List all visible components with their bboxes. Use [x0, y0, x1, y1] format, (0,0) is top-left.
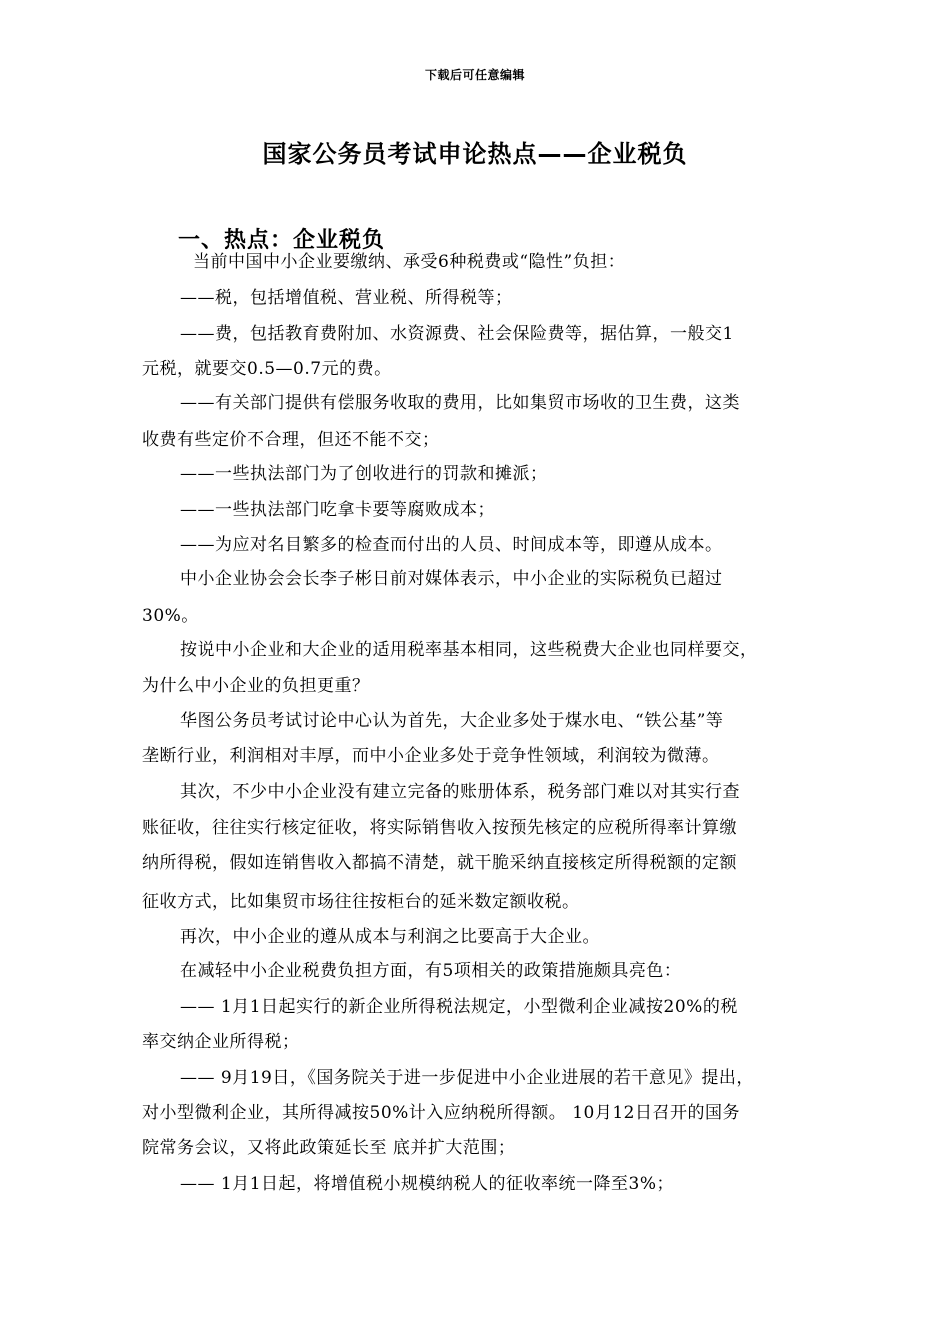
text-line: —— 9月19日，《国务院关于进一步促进中小企业进展的若干意见》提出，	[180, 1068, 754, 1088]
text-line: 再次，中小企业的遵从成本与利润之比要高于大企业。	[180, 927, 600, 947]
text-line: —— 1月1日起实行的新企业所得税法规定，小型微利企业减按20%的税	[180, 997, 738, 1017]
text-line: —— 1月1日起，将增值税小规模纳税人的征收率统一降至3%；	[180, 1174, 675, 1194]
text-line: 元税，就要交0.5—0.7元的费。	[142, 359, 392, 379]
text-line: 垄断行业，利润相对丰厚，而中小企业多处于竞争性领域，利润较为微薄。	[142, 746, 720, 766]
text-line: ——税，包括增值税、营业税、所得税等；	[180, 288, 513, 308]
text-line: 率交纳企业所得税；	[142, 1032, 300, 1052]
text-line: ——费，包括教育费附加、水资源费、社会保险费等，据估算，一般交1	[180, 324, 734, 344]
text-line: ——有关部门提供有偿服务收取的费用，比如集贸市场收的卫生费，这类	[180, 393, 740, 413]
text-line: 30%。	[142, 606, 199, 626]
text-line: 为什么中小企业的负担更重？	[142, 676, 370, 696]
text-line: ——一些执法部门为了创收进行的罚款和摊派；	[180, 464, 548, 484]
text-line: 中小企业协会会长李子彬日前对媒体表示，中小企业的实际税负已超过	[180, 569, 723, 589]
text-line: 对小型微利企业，其所得减按50%计入应纳税所得额。 10月12日召开的国务	[142, 1103, 740, 1123]
text-line: 征收方式，比如集贸市场往往按柜台的延米数定额收税。	[142, 892, 580, 912]
text-line: 在减轻中小企业税费负担方面，有5项相关的政策措施颇具亮色：	[180, 961, 682, 981]
section-heading: 一、热点：企业税负	[178, 228, 386, 253]
text-line: 院常务会议，又将此政策延长至 底并扩大范围；	[142, 1138, 516, 1158]
header-note: 下载后可任意编辑	[424, 68, 525, 82]
text-line: ——为应对名目繁多的检查而付出的人员、时间成本等，即遵从成本。	[180, 535, 723, 555]
text-line: 账征收，往往实行核定征收，将实际销售收入按预先核定的应税所得率计算缴	[142, 818, 737, 838]
text-line: ——一些执法部门吃拿卡要等腐败成本；	[180, 500, 495, 520]
text-line: 按说中小企业和大企业的适用税率基本相同，这些税费大企业也同样要交，	[180, 640, 758, 660]
text-line: 收费有些定价不合理，但还不能不交；	[142, 430, 440, 450]
text-line: 纳所得税，假如连销售收入都搞不清楚，就干脆采纳直接核定所得税额的定额	[142, 853, 737, 873]
text-line: 当前中国中小企业要缴纳、承受6种税费或“隐性”负担：	[193, 252, 626, 272]
text-line: 其次，不少中小企业没有建立完备的账册体系，税务部门难以对其实行查	[180, 782, 740, 802]
document-title: 国家公务员考试申论热点——企业税负	[262, 140, 688, 168]
text-line: 华图公务员考试讨论中心认为首先，大企业多处于煤水电、“铁公基”等	[180, 711, 724, 731]
